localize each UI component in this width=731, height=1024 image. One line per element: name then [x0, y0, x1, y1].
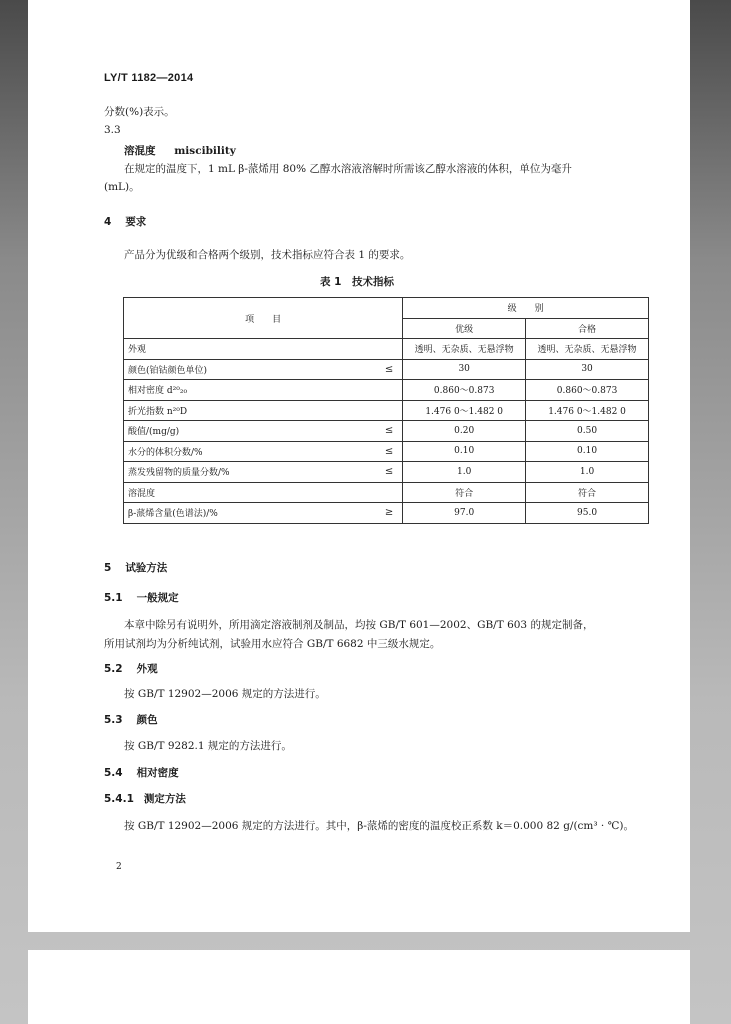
clause-5-1-title: 一般规定 — [136, 592, 179, 604]
header-item: 项 目 — [124, 298, 403, 339]
row-top-value: 0.20 — [403, 421, 526, 442]
row-name: 水分的体积分数/% — [124, 441, 376, 462]
row-pass-value: 透明、无杂质、无悬浮物 — [526, 339, 649, 360]
clause-5-4-number: 5.4 — [104, 767, 123, 779]
clause-5-4-heading — [104, 765, 179, 780]
table-header-row — [124, 298, 649, 319]
row-operator — [376, 400, 403, 421]
clause-5-3-title: 颜色 — [136, 714, 158, 726]
row-pass-value: 1.0 — [526, 462, 649, 483]
row-name: 颜色(铂钴颜色单位) — [124, 359, 376, 380]
table-row — [124, 359, 649, 380]
clause-5-1-line2: 所用试剂均为分析纯试剂，试验用水应符合 GB/T 6682 中三级水规定。 — [104, 638, 441, 650]
document-page — [28, 0, 690, 932]
clause-5-3-heading — [104, 712, 158, 727]
term-definition-line1: 在规定的温度下，1 mL β-蒎烯用 80% 乙醇水溶液溶解时所需该乙醇水溶液的体积，单位为毫升 — [124, 163, 572, 175]
row-operator — [376, 339, 403, 360]
section-4-heading — [104, 214, 146, 229]
row-top-value: 97.0 — [403, 503, 526, 524]
clause-5-3-text: 按 GB/T 9282.1 规定的方法进行。 — [124, 740, 292, 752]
row-name: β-蒎烯含量(色谱法)/% — [124, 503, 376, 524]
term-definition-heading — [124, 143, 236, 158]
clause-5-3-number: 5.3 — [104, 714, 123, 726]
header-pass-grade: 合格 — [526, 318, 649, 339]
row-pass-value: 30 — [526, 359, 649, 380]
clause-5-2-text: 按 GB/T 12902—2006 规定的方法进行。 — [124, 688, 326, 700]
section-5-number: 5 — [104, 562, 112, 574]
table-caption: 表 1 技术指标 — [320, 276, 394, 288]
table-row — [124, 400, 649, 421]
clause-5-1-line1: 本章中除另有说明外，所用滴定溶液制剂及制品，均按 GB/T 601—2002、GB/T 603 的规定制备， — [124, 619, 594, 631]
row-operator: ≥ — [376, 503, 403, 524]
row-top-value: 30 — [403, 359, 526, 380]
row-pass-value: 1.476 0～1.482 0 — [526, 400, 649, 421]
row-operator: ≤ — [376, 421, 403, 442]
row-pass-value: 0.860～0.873 — [526, 380, 649, 401]
row-pass-value: 0.50 — [526, 421, 649, 442]
clause-5-1-heading — [104, 590, 179, 605]
header-top-grade: 优级 — [403, 318, 526, 339]
table-row — [124, 503, 649, 524]
row-top-value: 透明、无杂质、无悬浮物 — [403, 339, 526, 360]
row-pass-value: 95.0 — [526, 503, 649, 524]
section-4-paragraph: 产品分为优级和合格两个级别，技术指标应符合表 1 的要求。 — [124, 249, 411, 261]
clause-5-4-title: 相对密度 — [136, 767, 179, 779]
row-pass-value: 符合 — [526, 482, 649, 503]
standard-number: LY/T 1182—2014 — [104, 72, 194, 84]
clause-5-4-1-title: 测定方法 — [143, 793, 186, 805]
page-number: 2 — [116, 862, 122, 872]
header-grade: 级 别 — [403, 298, 649, 319]
row-top-value: 1.476 0～1.482 0 — [403, 400, 526, 421]
table-row — [124, 380, 649, 401]
row-pass-value: 0.10 — [526, 441, 649, 462]
continuation-text: 分数(%)表示。 — [104, 106, 175, 118]
row-top-value: 1.0 — [403, 462, 526, 483]
table-row — [124, 441, 649, 462]
row-operator — [376, 482, 403, 503]
clause-5-4-1-text: 按 GB/T 12902—2006 规定的方法进行。其中，β-蒎烯的密度的温度校正系数 k＝0.000 82 g/(cm³ · ℃)。 — [124, 820, 634, 832]
row-top-value: 符合 — [403, 482, 526, 503]
row-name: 溶混度 — [124, 482, 376, 503]
row-top-value: 0.10 — [403, 441, 526, 462]
row-name: 蒸发残留物的质量分数/% — [124, 462, 376, 483]
row-operator — [376, 380, 403, 401]
clause-3-3-number: 3.3 — [104, 124, 121, 136]
section-4-number: 4 — [104, 216, 112, 228]
row-operator: ≤ — [376, 462, 403, 483]
term-definition-line2: (mL)。 — [104, 181, 140, 193]
section-5-title: 试验方法 — [125, 562, 168, 574]
clause-5-2-number: 5.2 — [104, 663, 123, 675]
clause-5-1-number: 5.1 — [104, 592, 123, 604]
table-row — [124, 462, 649, 483]
section-4-title: 要求 — [125, 216, 147, 228]
row-operator: ≤ — [376, 359, 403, 380]
clause-5-4-1-heading — [104, 791, 186, 806]
next-page-edge — [28, 950, 690, 1024]
table-row — [124, 339, 649, 360]
table-row — [124, 421, 649, 442]
row-operator: ≤ — [376, 441, 403, 462]
table-row — [124, 482, 649, 503]
technical-spec-table — [123, 297, 649, 524]
clause-5-2-heading — [104, 661, 158, 676]
clause-5-4-1-number: 5.4.1 — [104, 793, 134, 805]
section-5-heading — [104, 560, 167, 575]
term-english: miscibility — [174, 145, 236, 157]
row-name: 折光指数 n²⁰D — [124, 400, 376, 421]
row-name: 酸值/(mg/g) — [124, 421, 376, 442]
term-chinese: 溶混度 — [124, 145, 156, 157]
row-top-value: 0.860～0.873 — [403, 380, 526, 401]
clause-5-2-title: 外观 — [136, 663, 158, 675]
row-name: 外观 — [124, 339, 376, 360]
row-name: 相对密度 d²⁰₂₀ — [124, 380, 376, 401]
